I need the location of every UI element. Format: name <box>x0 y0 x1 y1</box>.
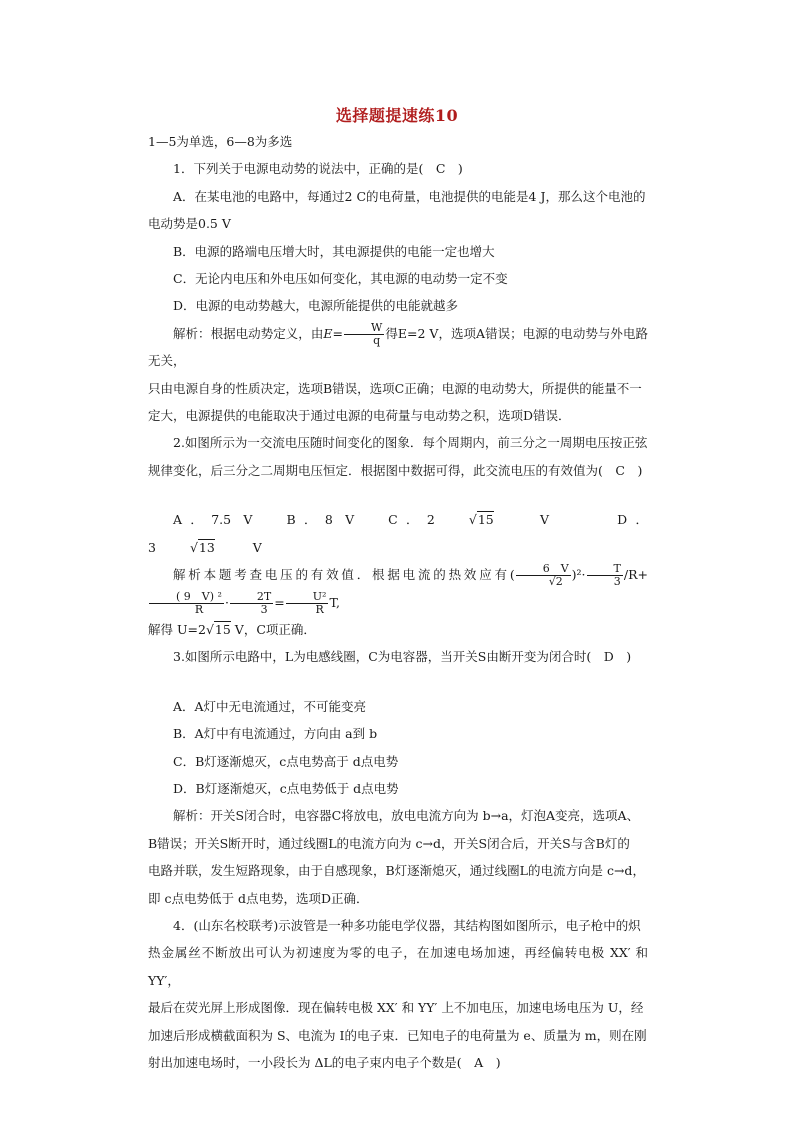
q3-stem: 3.如图所示电路中，L为电感线圈，C为电容器，当开关S由断开变为闭合时( D ) <box>173 649 632 665</box>
figure-space <box>148 484 648 506</box>
q2-stem-line-2: 规律变化，后三分之二周期电压恒定．根据图中数据可得，此交流电压的有效值为( C ) <box>148 462 643 478</box>
fraction: $\frac{W}{q}$ <box>344 322 384 347</box>
fraction: $\frac{6 V}{√2}$ <box>516 563 571 588</box>
q1-option-d: D．电源的电动势越大，电源所能提供的电能就越多 <box>173 298 459 314</box>
q2-solution-line-2: 解得 U=2√15 V，C项正确． <box>148 621 316 637</box>
q3-option-c: C．B灯逐渐熄灭，c点电势高于 d点电势 <box>173 753 399 769</box>
fraction: $\frac{T}{3}$ <box>587 563 623 588</box>
q4-stem-line-4: 加速后形成横截面积为 S、电流为 I的电子束．已知电子的电荷量为 e、质量为 m，则在刚 <box>148 1027 647 1043</box>
q3-solution-line-3: 电路并联，发生短路现象，由于自感现象，B灯逐渐熄灭，通过线圈L的电流方向是 c→d， <box>148 863 645 879</box>
figure-space <box>148 671 648 693</box>
q4-stem-line-1: 4．(山东名校联考)示波管是一种多功能电学仪器，其结构图如图所示，电子枪中的炽 <box>173 917 641 933</box>
q1-stem: 1．下列关于电源电动势的说法中，正确的是( C ) <box>173 161 463 177</box>
q1-option-a: A．在某电池的电路中，每通过2 C的电荷量，电池提供的电能是4 J，那么这个电池的 <box>173 188 646 204</box>
q1-solution-line-2: 只由电源自身的性质决定，选项B错误，选项C正确；电源的电动势大，所提供的能量不一 <box>148 380 642 396</box>
content-body <box>148 128 648 1076</box>
q2-option-b: B．8 V <box>286 512 355 528</box>
q1-option-b: B．电源的路端电压增大时，其电源提供的电能一定也增大 <box>173 243 495 259</box>
q3-option-b: B．A灯中有电流通过，方向由 a到 b <box>173 726 378 742</box>
q1-option-c: C．无论内电压和外电压如何变化，其电源的电动势一定不变 <box>173 271 508 287</box>
question-1 <box>148 155 648 429</box>
q3-solution-line-2: B错误；开关S断开时，通过线圈L的电流方向为 c→d，开关S闭合后，开关S与含B灯的 <box>148 835 630 851</box>
q3-solution-line-1: 解析：开关S闭合时，电容器C将放电，放电电流方向为 b→a，灯泡A变亮，选项A、 <box>173 808 640 824</box>
question-2 <box>148 429 648 643</box>
q2-option-d: D．3 √13 V <box>148 512 648 555</box>
q1-solution-line-3: 定大，电源提供的电能取决于通过电源的电荷量与电动势之积，选项D错误． <box>148 408 571 424</box>
intro-note: 1—5为单选，6—8为多选 <box>148 134 293 149</box>
fraction: $\frac{\text{( 9 V) ²}}{R}$ <box>149 591 224 616</box>
q2-options <box>148 506 648 561</box>
q2-option-a: A．7.5 V <box>173 512 253 528</box>
q4-stem-line-5: 射出加速电场时，一小段长为 ΔL的电子束内电子个数是( A ) <box>148 1055 501 1070</box>
fraction: $\frac{2T}{3}$ <box>230 591 273 616</box>
q4-stem-line-3: 最后在荧光屏上形成图像．现在偏转电极 XX′ 和 YY′ 上不加电压，加速电场电压为 U，经 <box>148 1000 644 1016</box>
q2-stem-line-1: 2.如图所示为一交流电压随时间变化的图象．每个周期内，前三分之一周期电压按正弦 <box>173 435 648 451</box>
question-4 <box>148 912 648 1076</box>
page-title: 选择题提速练10 <box>335 106 459 125</box>
q1-option-a-cont: 电动势是0.5 V <box>148 216 231 232</box>
q2-option-c: C．2 √15 V <box>388 512 550 528</box>
question-3 <box>148 643 648 912</box>
q2-solution-line-1: 解析本题考查电压的有效值．根据电流的热效应有( $\frac{6 V}{√2}$ )²· $\frac{T}{3}$ /R+ $\frac{\text{( 9 V) ²}}{R}$ · $\frac{2T}{3}$ = $\frac{\text{U²}}{R}$ T, <box>148 561 648 616</box>
q4-stem-line-2: 热金属丝不断放出可认为初速度为零的电子，在加速电场加速，再经偏转电极 XX′ 和 YY′， <box>148 945 648 988</box>
q1-solution-line-1: 解析：根据电动势定义，由E= $\frac{W}{q}$ 得E=2 V，选项A错误；电源的电动势与外电路无关， <box>148 320 648 369</box>
fraction: $\frac{\text{U²}}{R}$ <box>286 591 329 616</box>
q3-solution-line-4: 即 c点电势低于 d点电势，选项D正确． <box>148 890 369 906</box>
q3-option-d: D．B灯逐渐熄灭，c点电势低于 d点电势 <box>173 780 399 796</box>
q3-option-a: A．A灯中无电流通过，不可能变亮 <box>173 698 367 714</box>
